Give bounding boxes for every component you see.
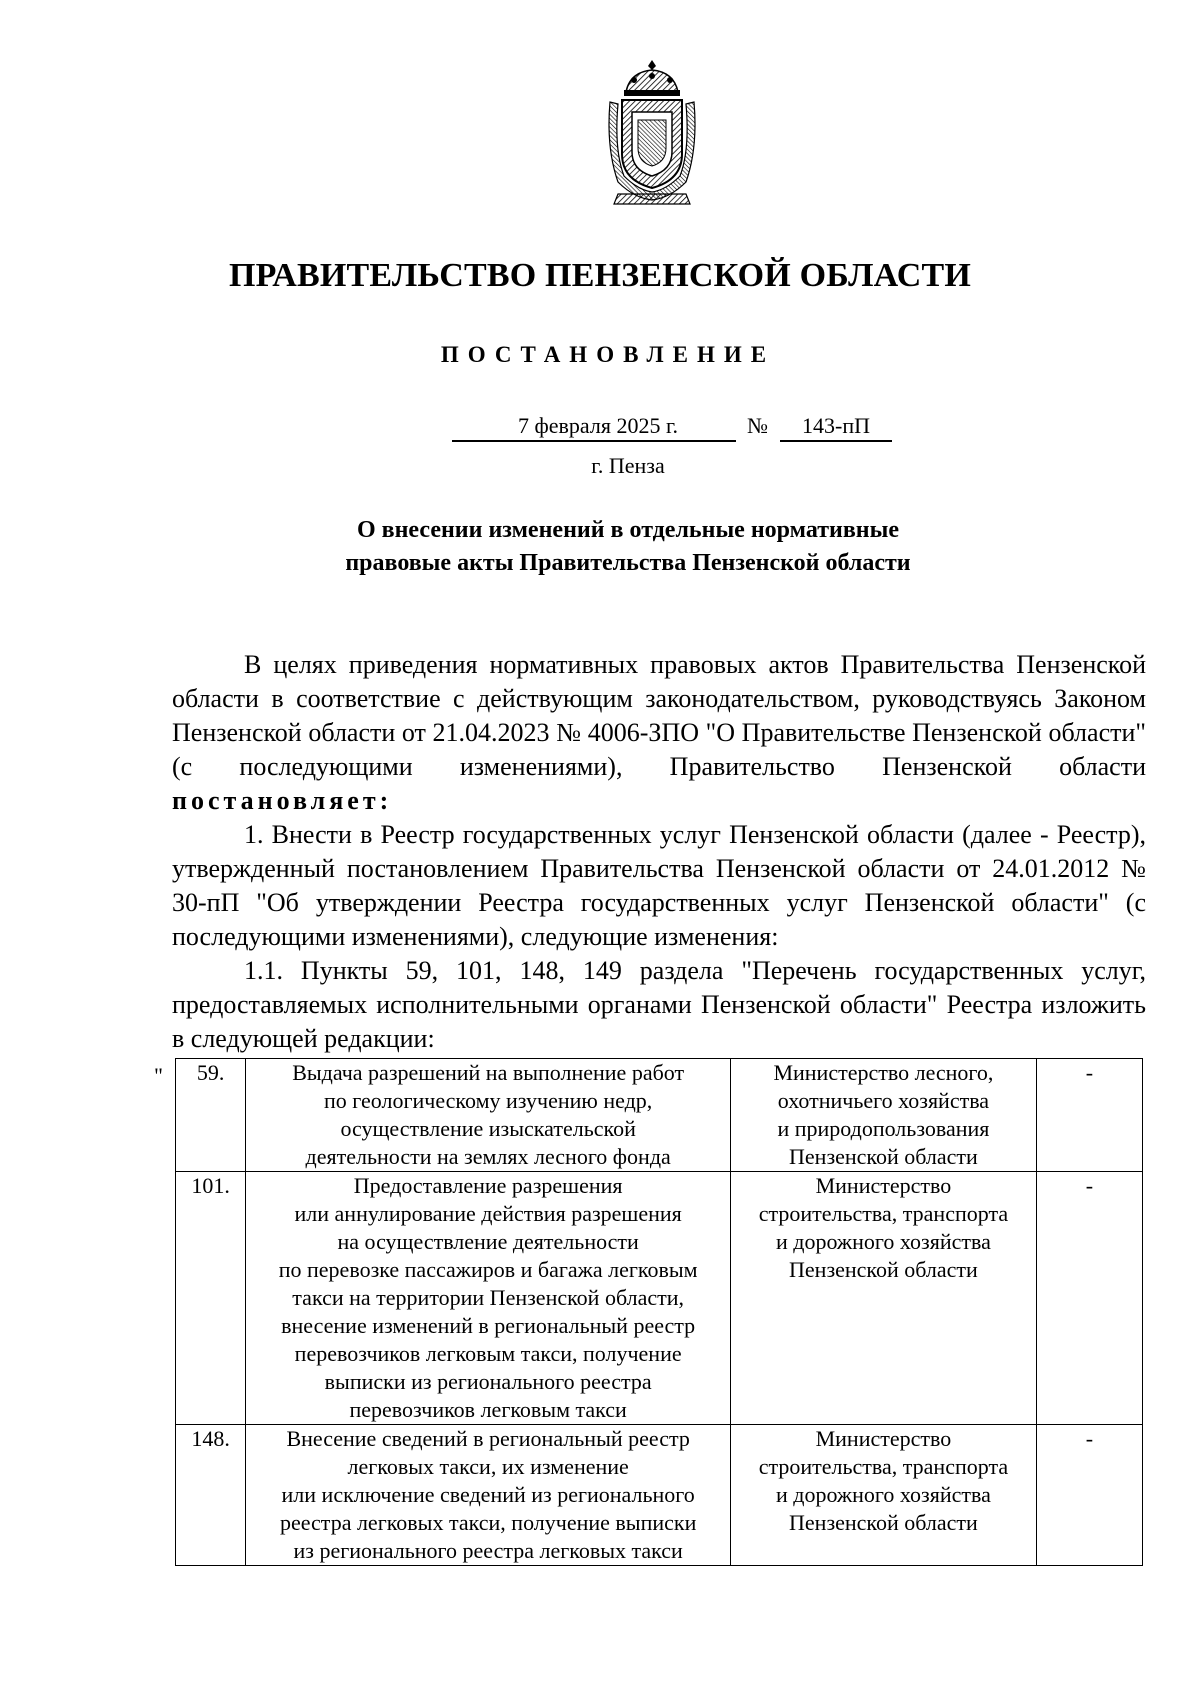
service-name-line: по геологическому изучению недр, — [324, 1088, 653, 1113]
service-name-cell — [246, 1059, 731, 1172]
date-number-line — [0, 412, 1200, 442]
row-number-cell: 148. — [176, 1425, 246, 1566]
service-name-line: Предоставление разрешения — [353, 1173, 623, 1198]
service-name-cell — [246, 1425, 731, 1566]
responsible-body-line: Министерство — [815, 1173, 952, 1198]
responsible-body-line: охотничьего хозяйства — [777, 1088, 990, 1113]
document-subject — [0, 514, 1200, 580]
responsible-body-cell — [731, 1425, 1037, 1566]
responsible-body-line: строительства, транспорта — [758, 1454, 1009, 1479]
table-opening-quote: " — [154, 1063, 163, 1088]
service-name-line: перевозчиков легковым такси — [349, 1397, 627, 1422]
responsible-body-line: Министерство — [815, 1426, 952, 1451]
extra-cell: - — [1036, 1172, 1142, 1425]
extra-cell: - — [1036, 1059, 1142, 1172]
document-type-title: ПОСТАНОВЛЕНИЕ — [440, 342, 776, 367]
document-city: г. Пенза — [591, 453, 665, 478]
responsible-body-cell — [731, 1059, 1037, 1172]
responsible-body-line: Министерство лесного, — [773, 1060, 994, 1085]
body-paragraph-3: 1.1. Пункты 59, 101, 148, 149 раздела "Перечень государственных услуг, предоставляемых исполнительными органами Пензенской области" Реестра изложить в следующей редакции: — [172, 956, 1146, 1053]
service-name-cell — [246, 1172, 731, 1425]
service-name-line: по перевозке пассажиров и багажа легковым — [278, 1257, 698, 1282]
row-number-cell: 59. — [176, 1059, 246, 1172]
service-name-line: или исключение сведений из регионального — [281, 1482, 695, 1507]
responsible-body-line: Пензенской области — [789, 1510, 978, 1535]
document-number: 143-пП — [780, 412, 892, 442]
document-body — [172, 648, 1146, 1056]
body-paragraph-2: 1. Внести в Реестр государственных услуг Пензенской области (далее - Реестр), утвержденный постановлением Правительства Пензенской области от 24.01.2012 № 30-пП "Об утверждении Реестра государственных услуг Пензенской области" (с последующими изменениями), следующие изменения: — [172, 820, 1146, 951]
resolves-keyword: постановляет: — [172, 786, 393, 815]
service-name-line: осуществление изыскательской — [340, 1116, 636, 1141]
responsible-body-line: строительства, транспорта — [758, 1201, 1009, 1226]
table-row — [176, 1425, 1143, 1566]
service-name-line: легковых такси, их изменение — [347, 1454, 629, 1479]
table-row — [176, 1059, 1143, 1172]
responsible-body-cell — [731, 1172, 1037, 1425]
extra-cell: - — [1036, 1425, 1142, 1566]
responsible-body-line: Пензенской области — [789, 1257, 978, 1282]
table-row — [176, 1172, 1143, 1425]
responsible-body-line: Пензенской области — [789, 1144, 978, 1169]
subject-line: правовые акты Правительства Пензенской области — [345, 550, 911, 576]
service-name-line: внесение изменений в региональный реестр — [281, 1313, 696, 1338]
services-registry-table — [175, 1058, 1143, 1566]
body-paragraph-1-text: В целях приведения нормативных правовых актов Правительства Пензенской области в соответствие с действующим законодательством, руководствуясь Законом Пензенской области от 21.04.2023 № 4006-ЗПО "О Правительстве Пензенской области" (с последующими изменениями), Правительство Пензенской области — [172, 650, 1146, 781]
service-name-line: перевозчиков легковым такси, получение — [294, 1341, 682, 1366]
penza-coat-of-arms-icon — [604, 58, 700, 208]
responsible-body-line: и природопользования — [777, 1116, 990, 1141]
service-name-line: деятельности на землях лесного фонда — [305, 1144, 671, 1169]
document-date: 7 февраля 2025 г. — [452, 412, 736, 442]
service-name-line: или аннулирование действия разрешения — [294, 1201, 682, 1226]
service-name-line: Выдача разрешений на выполнение работ — [292, 1060, 685, 1085]
service-name-line: реестра легковых такси, получение выписки — [279, 1510, 697, 1535]
row-number-cell: 101. — [176, 1172, 246, 1425]
service-name-line: на осуществление деятельности — [337, 1229, 639, 1254]
responsible-body-line: и дорожного хозяйства — [776, 1482, 991, 1507]
service-name-line: Внесение сведений в региональный реестр — [286, 1426, 690, 1451]
body-paragraph-1 — [172, 648, 1146, 818]
service-name-line: из регионального реестра легковых такси — [293, 1538, 683, 1563]
service-name-line: выписки из регионального реестра — [324, 1369, 652, 1394]
service-name-line: такси на территории Пензенской области, — [292, 1285, 684, 1310]
subject-line: О внесении изменений в отдельные нормативные — [356, 517, 900, 543]
responsible-body-line: и дорожного хозяйства — [776, 1229, 991, 1254]
number-sign: № — [747, 413, 768, 438]
government-title: ПРАВИТЕЛЬСТВО ПЕНЗЕНСКОЙ ОБЛАСТИ — [228, 257, 971, 294]
